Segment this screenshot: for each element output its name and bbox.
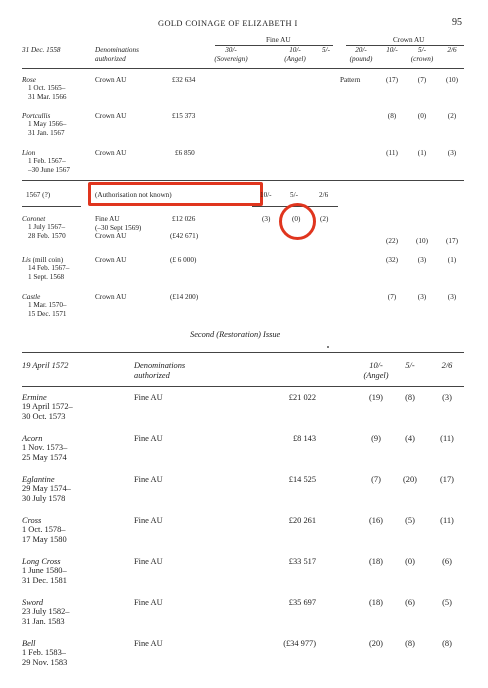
authorisation-note: (Authorisation not known)	[95, 191, 172, 199]
row-rule	[22, 180, 464, 181]
denomination: Crown AU	[95, 76, 127, 84]
mintmark-name-italic: Lis	[22, 256, 31, 264]
crown-2s6d-value: (5)	[442, 598, 452, 607]
mintmark-name: Coronet	[22, 215, 46, 223]
amount: £8 143	[292, 434, 316, 443]
mintmark-name: Ermine	[22, 393, 47, 402]
amount: (£ 6 000)	[170, 256, 197, 264]
mintmark-dates: 29 May 1574– 30 July 1578	[22, 484, 71, 503]
crown-head-10s: 10/-	[386, 46, 398, 54]
mintmark-name: Sword	[22, 598, 44, 607]
mintmark-dates: 1 Feb. 1567– –30 June 1567	[28, 157, 70, 174]
angel-value: (7)	[371, 475, 381, 484]
mintmark-name: Rose	[22, 76, 36, 84]
fine-5s-value: (0)	[292, 215, 301, 223]
upper-denomination-heading: Denominations authorized	[95, 46, 139, 63]
fine-2s6d-value: (2)	[320, 215, 329, 223]
amount: £32 634	[172, 76, 196, 84]
crown-5s-value: (8)	[405, 393, 415, 402]
crown-2s6d-value: (8)	[442, 639, 452, 648]
denomination: Fine AU	[134, 598, 163, 607]
angel-value: (19)	[369, 393, 383, 402]
crown-pound-value: Pattern	[340, 76, 361, 84]
amount: £6 850	[175, 149, 195, 157]
denomination: Fine AU	[134, 557, 163, 566]
mintmark-dates: 1 June 1580– 31 Dec. 1581	[22, 566, 67, 585]
crown-2s6d-value: (11)	[440, 434, 454, 443]
mintmark-name: Long Cross	[22, 557, 61, 566]
crown-2s6d-value: (10)	[446, 76, 458, 84]
crown-2s6d-value: (1)	[447, 256, 457, 264]
denomination: Fine AU	[134, 393, 163, 402]
denomination: Crown AU	[95, 256, 127, 264]
amount: £20 261	[288, 516, 316, 525]
crown-5s-value: (4)	[405, 434, 415, 443]
angel-value: (9)	[371, 434, 381, 443]
crown-10s-value: (22)	[386, 237, 398, 245]
amount: £12 026	[172, 215, 196, 223]
annotation-circle	[279, 203, 316, 240]
mintmark-name: Acorn	[22, 434, 43, 443]
crown-5s-value: (10)	[416, 237, 428, 245]
crown-5s-value: (6)	[405, 598, 415, 607]
fine-head-angel: 10/- (Angel)	[284, 46, 306, 63]
angel-value: (18)	[369, 598, 383, 607]
upper-date-heading: 31 Dec. 1558	[22, 46, 61, 54]
crown-2s6d-value: (3)	[447, 293, 457, 301]
fine-au-group-heading: Fine AU	[266, 36, 291, 44]
lower-date-heading: 19 April 1572	[22, 361, 69, 370]
crown-5s-value: (3)	[417, 293, 427, 301]
crown-5s-value: (0)	[417, 112, 427, 120]
crown-10s-value: (17)	[386, 76, 398, 84]
row-1567-head-10s: 10/-	[260, 191, 272, 199]
amount: (£34 977)	[283, 639, 316, 648]
denomination: Fine AU	[134, 639, 163, 648]
fine-head-5s: 5/-	[322, 46, 330, 54]
lower-denomination-heading: Denominations authorized	[134, 361, 186, 380]
crown-10s-value: (7)	[387, 293, 397, 301]
mintmark-name-italic: Castle	[22, 293, 41, 301]
lower-head-5s: 5/-	[405, 361, 415, 370]
mintmark-dates: 1 Nov. 1573– 25 May 1574	[22, 443, 68, 462]
crown-10s-value: (32)	[386, 256, 398, 264]
denomination: Crown AU	[95, 149, 127, 157]
amount: £33 517	[288, 557, 316, 566]
angel-value: (18)	[369, 557, 383, 566]
denomination: Fine AU	[134, 434, 163, 443]
denomination: Fine AU (–30 Sept 1569) Crown AU	[95, 215, 142, 241]
annotation-box	[88, 182, 263, 206]
crown-head-pound: 20/- (pound)	[349, 46, 373, 63]
speck	[327, 346, 329, 348]
crown-10s-value: (8)	[387, 112, 397, 120]
denomination: Crown AU	[95, 112, 127, 120]
mintmark-dates: 1 Mar. 1570– 15 Dec. 1571	[28, 301, 67, 318]
upper-heading-rule	[22, 68, 464, 69]
angel-value: (20)	[369, 639, 383, 648]
amount: £35 697	[288, 598, 316, 607]
mintmark-name: Eglantine	[22, 475, 55, 484]
mintmark-name: Bell	[22, 639, 36, 648]
angel-value: (16)	[369, 516, 383, 525]
lower-head-angel: 10/- (Angel)	[363, 361, 389, 380]
amount: £15 373	[172, 112, 196, 120]
amount: £21 022	[288, 393, 316, 402]
crown-5s-value: (7)	[417, 76, 427, 84]
crown-5s-value: (5)	[405, 516, 415, 525]
mintmark-name: Cross	[22, 516, 42, 525]
mintmark-dates: 14 Feb. 1567– 1 Sept. 1568	[28, 264, 70, 281]
crown-10s-value: (11)	[386, 149, 398, 157]
crown-2s6d-value: (11)	[440, 516, 454, 525]
crown-2s6d-value: (6)	[442, 557, 452, 566]
crown-head-2s6d: 2/6	[447, 46, 457, 54]
mintmark-dates: 19 April 1572– 30 Oct. 1573	[22, 402, 73, 421]
mintmark-dates: 23 July 1582– 31 Jan. 1583	[22, 607, 70, 626]
fine-head-sovereign: 30/- (Sovereign)	[214, 46, 248, 63]
crown-2s6d-value: (3)	[442, 393, 452, 402]
denomination: Crown AU	[95, 293, 127, 301]
lower-head-2s6d: 2/6	[441, 361, 453, 370]
crown-5s-value: (1)	[417, 149, 427, 157]
row-1567-head-2s6d: 2/6	[319, 191, 329, 199]
section-heading: Second (Restoration) Issue	[190, 330, 281, 339]
mintmark-dates: 1 May 1566– 31 Jan. 1567	[28, 120, 67, 137]
crown-au-group-heading: Crown AU	[393, 36, 425, 44]
crown-2s6d-value: (2)	[447, 112, 457, 120]
crown-2s6d-value: (3)	[447, 149, 457, 157]
lower-heading-rule	[22, 386, 464, 387]
mintmark-dates: 1 Oct. 1578– 17 May 1580	[22, 525, 67, 544]
amount: (£14 200)	[170, 293, 199, 301]
amount: (£42 671)	[170, 232, 199, 240]
mintmark-dates: 1 Feb. 1583– 29 Nov. 1583	[22, 648, 68, 667]
crown-5s-value: (3)	[417, 256, 427, 264]
mintmark-name: Portcullis	[22, 112, 51, 120]
mintmark-suffix: (mill coin)	[30, 256, 64, 264]
denomination: Fine AU	[134, 475, 163, 484]
fine-10s-value: (3)	[262, 215, 271, 223]
row-1567-head-5s: 5/-	[290, 191, 298, 199]
crown-5s-value: (20)	[403, 475, 417, 484]
row-1567-date: 1567 (?)	[26, 191, 51, 199]
crown-head-crown: 5/- (crown)	[410, 46, 434, 63]
mintmark-name: Lion	[22, 149, 36, 157]
page-number: 95	[452, 17, 462, 28]
page-title: GOLD COINAGE OF ELIZABETH I	[158, 19, 298, 28]
crown-2s6d-value: (17)	[440, 475, 454, 484]
amount: £14 525	[288, 475, 316, 484]
crown-5s-value: (0)	[405, 557, 415, 566]
row-1567-rule	[22, 206, 81, 207]
mintmark-dates: 1 Oct. 1565– 31 Mar. 1566	[28, 84, 67, 101]
lower-top-rule	[22, 352, 464, 353]
denomination: Fine AU	[134, 516, 163, 525]
crown-2s6d-value: (17)	[446, 237, 458, 245]
mintmark-dates: 1 July 1567– 28 Feb. 1570	[28, 223, 66, 240]
crown-5s-value: (8)	[405, 639, 415, 648]
